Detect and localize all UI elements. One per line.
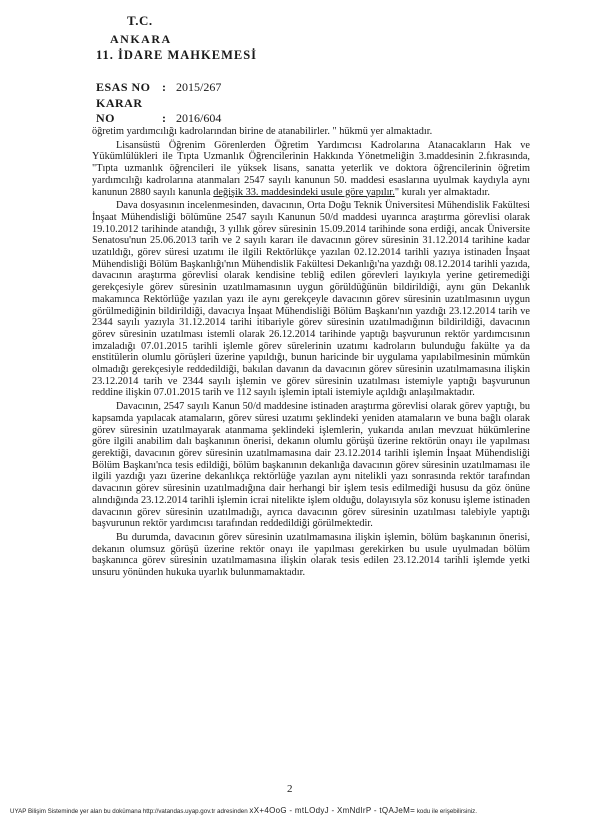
- esas-no-row: [96, 80, 221, 95]
- paragraph-2-text: Lisansüstü Öğrenim Görenlerden Öğretim Yardımcısı Kadrolarına Atanacakların Hak ve Yükümlülükleri ile Tıpta Uzmanlık Öğrencilerinin Hakkında Yönetmeliğin 3.maddesinin 2.fıkrasında, "Tıpta uzmanlık öğrencileri ile yüksek lisans, sanatta yeterlik ve doktora öğrencilerinin öğretim yardımcılığı kadrolarına atanmaları 2547 sayılı kanunun 50. maddesi esaslarına uyulmak kaydıyla aynı kanunun 2880 sayılı kanunla: [92, 139, 530, 198]
- footer-note: [10, 806, 595, 815]
- paragraph-4: Davacının, 2547 sayılı Kanun 50/d maddesine istinaden araştırma görevlisi olarak görev yaptığı, bu kapsamda yapılacak atamaların, görev süresi uzatımı şeklindeki yeniden atamaların ve buna bağlı olarak görev süresinin uzatılmayarak atanmama şeklindeki işlemlerin, yukarıda anılan mevzuat hükümlerine göre ilgili anabilim dalı başkanının önerisi, dekanın olumlu görüşü üzerine rektörün onayı ile yapılması gerektiği, davacının görev süresinin uzatılmamasına dair 23.12.2014 tarihli işlemin İnşaat Mühendisliği Bölüm Başkanı'nca tesis edildiği, bölüm başkanının dekanlığa davacının görev süresinin uzatılmaması ile ilgili yazdığı yazı üzerine dekanlıkça rektörlüğe yazılan aynı nitelikli yazı sonrasında rektör tarafından davacının görev süresinin uzatılmadığına dair herhangi bir işlem tesis edilmediği hususu da göz önüne alındığında 23.12.2014 tarihli işlemin icrai nitelikte işlem olduğu, dolayısıyla söz konusu işleme istinaden davacının görev süresinin uzatılmadığı, ayrıca davacının görev süresinin uzatılması talebiyle yaptığı başvurunun rektör yardımcısı tarafından reddedildiği görülmektedir.: [92, 401, 530, 530]
- decision-body: [92, 126, 530, 581]
- esas-no-label: ESAS NO: [96, 80, 151, 94]
- esas-no-value: 2015/267: [176, 80, 222, 94]
- esas-no-colon: :: [162, 80, 166, 94]
- header-tc: T.C.: [127, 13, 153, 28]
- header-city: ANKARA: [110, 32, 172, 46]
- paragraph-2: [92, 140, 530, 199]
- karar-no-colon: :: [162, 111, 166, 125]
- header-court-name: 11. İDARE MAHKEMESİ: [96, 48, 258, 62]
- paragraph-2-underlined: değişik 33. maddesindeki usule göre yapılır.: [213, 186, 395, 198]
- footer-access-code: xX+4OoG - mtLOdyJ - XmNdIrP - tQAJeM=: [249, 806, 416, 815]
- karar-no-row: [96, 96, 221, 126]
- karar-no-label: KARAR NO: [96, 96, 143, 125]
- paragraph-1: öğretim yardımcılığı kadrolarından birine de atanabilirler. " hükmü yer almaktadır.: [92, 126, 433, 137]
- footer-suffix: kodu ile erişebilirsiniz.: [416, 808, 477, 815]
- footer-text: UYAP Bilişim Sisteminde yer alan bu dokümana http://vatandas.uyap.gov.tr adresinden: [10, 808, 248, 815]
- page-number: 2: [287, 783, 293, 795]
- paragraph-3: Dava dosyasının incelenmesinden, davacının, Orta Doğu Teknik Üniversitesi Mühendislik Fakültesi İnşaat Mühendisliği bölümüne 2547 sayılı Kanunun 50/d maddesi uyarınca araştırma görevlisi olarak 19.10.2012 tarihinde atandığı, 3 yıllık görev süresinin 15.09.2014 tarihinde sona erdiği, ancak Üniversite Senatosu'nun 25.06.2013 tarih ve 2 sayılı kararı ile davacının görev süresinin 31.12.2014 tarihine kadar uzatıldığı, görev süresi uzatımı ile ilgili Rektörlükçe yazılan 02.12.2014 tarihli yazıya istinaden İnşaat Mühendisliği Bölüm Başkanlığı'nın Mühendislik Fakültesi Dekanlığı'na yazdığı 08.12.2014 tarihli yazıda, davacının araştırma görevlisi olarak kendisine tebliğ edilen görevleri layıkıyla yerine getiremediği gerekçesiyle görev süresinin uzatılmamasının uygun görüldüğünün bildirildiği, aynı gün Dekanlık makamınca Rektörlüğe yazılan yazı ile aynı gerekçeyle davacının görev süresinin uzatılmasının uygun görülmediğinin bildirildiği, davacıya İnşaat Mühendisliği Bölüm Başkanı'nın yazdığı 23.12.2014 tarih ve 2344 sayılı yazıyla 31.12.2014 tarihi itibariyle görev süresinin uzatılmadığının bildirildiği, davacının görev süresinin uzatılması istemli olarak 26.12.2014 tarihinde yaptığı başvurunun rektör yardımcısının imzaladığı 07.01.2015 tarihli işlemle görev sürelerinin uzatımı kadroların bulunduğu fakülte ya da enstitülerin olumlu görüşleri üzerine yapıldığı, bunun haricinde bir uygulama yapılabilmesinin mümkün olmadığı gerekçesiyle reddedildiği, bakılan davanın da davacının görev süresinin uzatılmamasına ilişkin 23.12.2014 tarih ve 2344 sayılı işlemin ve görev süresinin uzatılması istemiyle yaptığı başvurunun reddine ilişkin 07.01.2015 tarih ve 112 sayılı işlemin iptali istemiyle açıldığı anlaşılmaktadır.: [92, 200, 530, 399]
- paragraph-5: Bu durumda, davacının görev süresinin uzatılmamasına ilişkin işlemin, bölüm başkanının önerisi, dekanın olumsuz görüşü üzerine rektör onayı ile yapılması gerekirken bu usule uyulmadan bölüm başkanınca görev süresinin uzatılmamasına ilişkin olarak tesis edilen 23.12.2014 tarihli işlemde yetki unsuru yönünden hukuka uyarlık bulunmamaktadır.: [92, 531, 530, 579]
- karar-no-value: 2016/604: [176, 111, 222, 125]
- paragraph-2-end: " kuralı yer almaktadır.: [394, 186, 490, 198]
